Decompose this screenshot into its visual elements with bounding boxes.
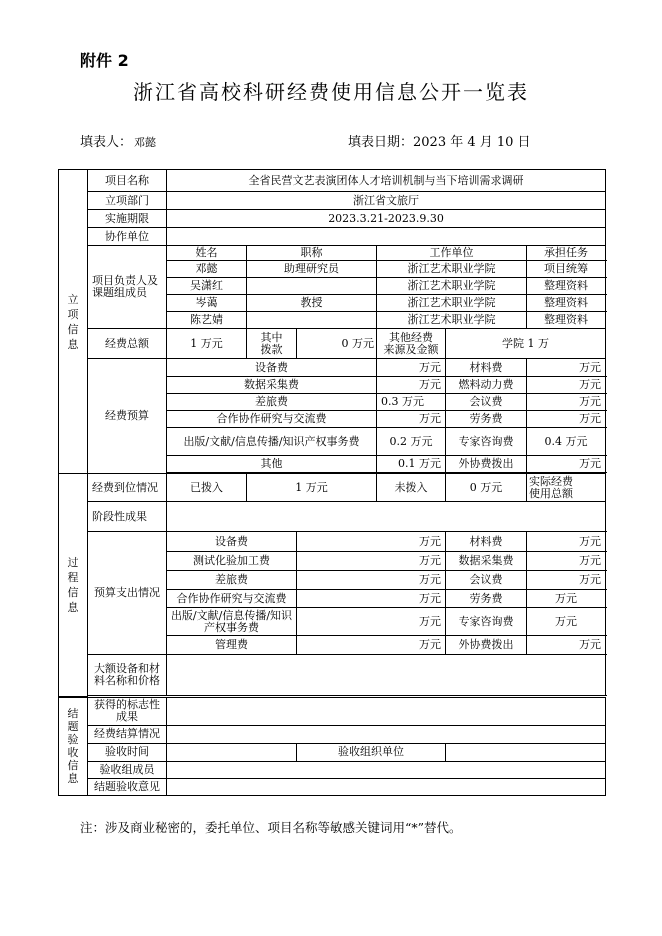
budget-meeting-value: 万元 xyxy=(527,394,606,411)
member-header-unit: 工作单位 xyxy=(377,246,527,261)
spend-travel-label: 差旅费 xyxy=(167,571,297,590)
budget-labor-label: 劳务费 xyxy=(446,411,527,428)
filler-label: 填表人： xyxy=(80,135,133,150)
budget-expert-label: 专家咨询费 xyxy=(446,428,527,456)
acceptance-opinion-value xyxy=(167,778,606,795)
dept-label: 立项部门 xyxy=(88,192,167,210)
spend-meeting-value: 万元 xyxy=(527,571,606,590)
spend-equipment-label: 设备费 xyxy=(167,532,297,552)
actual-usage-label: 实际经费 使用总额 xyxy=(527,474,606,502)
spend-labor-label: 劳务费 xyxy=(446,590,527,608)
settlement-label: 经费结算情况 xyxy=(88,725,167,743)
spend-labor-value: 万元 xyxy=(527,590,606,608)
spend-outside-value: 万元 xyxy=(527,636,606,655)
stage-result-value xyxy=(167,502,606,532)
spend-material-label: 材料费 xyxy=(446,532,527,552)
acceptance-opinion-label: 结题验收意见 xyxy=(88,778,167,795)
budget-meeting-label: 会议费 xyxy=(446,394,527,411)
period-label: 实施期限 xyxy=(88,210,167,228)
spend-publish-label: 出版/文献/信息传播/知识产权事务费 xyxy=(167,608,297,636)
allocated-label: 其中 拨款 xyxy=(247,329,297,359)
spend-label: 预算支出情况 xyxy=(88,532,167,655)
member-title: 助理研究员 xyxy=(247,261,377,278)
budget-publish-value: 0.2 万元 xyxy=(377,428,446,456)
budget-data-value: 万元 xyxy=(377,377,446,394)
fund-allocated-label: 已拨入 xyxy=(167,474,247,502)
acceptance-time-value xyxy=(167,743,297,761)
member-title: 教授 xyxy=(247,295,377,312)
section-process: 过 程 信 息 xyxy=(59,474,88,697)
member-title xyxy=(247,278,377,295)
filler-field xyxy=(80,131,156,150)
fund-allocated-value: 1 万元 xyxy=(247,474,377,502)
budget-outside-label: 外协费拨出 xyxy=(446,456,527,473)
fund-arrival-label: 经费到位情况 xyxy=(88,474,167,502)
member-task: 整理资料 xyxy=(527,295,606,312)
member-task: 整理资料 xyxy=(527,312,606,329)
budget-other-label: 其他 xyxy=(167,456,377,473)
acceptance-members-value xyxy=(167,761,606,778)
acceptance-time-label: 验收时间 xyxy=(88,743,167,761)
fund-pending-value: 0 万元 xyxy=(446,474,527,502)
member-unit: 浙江艺术职业学院 xyxy=(377,278,527,295)
budget-fuel-value: 万元 xyxy=(527,377,606,394)
members-label: 项目负责人及课题组成员 xyxy=(88,246,167,329)
budget-labor-value: 万元 xyxy=(527,411,606,428)
budget-travel-label: 差旅费 xyxy=(167,394,377,411)
footer-note: 注：涉及商业秘密的，委托单位、项目名称等敏感关键词用“*”替代。 xyxy=(80,820,462,835)
spend-testing-label: 测试化验加工费 xyxy=(167,552,297,571)
fund-pending-label: 未拨入 xyxy=(377,474,446,502)
spend-coop-label: 合作协作研究与交流费 xyxy=(167,590,297,608)
member-unit: 浙江艺术职业学院 xyxy=(377,295,527,312)
spend-meeting-label: 会议费 xyxy=(446,571,527,590)
project-name-value: 全省民营文艺表演团体人才培训机制与当下培训需求调研 xyxy=(167,170,606,192)
total-funds-label: 经费总额 xyxy=(88,329,167,359)
section-project: 立 项 信 息 xyxy=(59,170,88,474)
spend-expert-label: 专家咨询费 xyxy=(446,608,527,636)
info-table xyxy=(58,169,606,796)
budget-material-label: 材料费 xyxy=(446,359,527,377)
member-task: 项目统筹 xyxy=(527,261,606,278)
budget-label: 经费预算 xyxy=(88,359,167,474)
spend-data-value: 万元 xyxy=(527,552,606,571)
spend-mgmt-label: 管理费 xyxy=(167,636,297,655)
spend-travel-value: 万元 xyxy=(297,571,446,590)
member-name: 陈艺婧 xyxy=(167,312,247,329)
member-header-task: 承担任务 xyxy=(527,246,606,261)
total-funds-value: 1 万元 xyxy=(167,329,247,359)
member-name: 岑蔼 xyxy=(167,295,247,312)
budget-publish-label: 出版/文献/信息传播/知识产权事务费 xyxy=(167,428,377,456)
budget-data-label: 数据采集费 xyxy=(167,377,377,394)
spend-mgmt-value: 万元 xyxy=(297,636,446,655)
large-items-label: 大额设备和材料名称和价格 xyxy=(88,655,167,696)
coop-unit-value xyxy=(167,228,606,246)
member-name: 吴潇红 xyxy=(167,278,247,295)
large-items-value xyxy=(167,655,606,696)
member-name: 邓懿 xyxy=(167,261,247,278)
period-value: 2023.3.21-2023.9.30 xyxy=(167,210,606,228)
spend-material-value: 万元 xyxy=(527,532,606,552)
budget-material-value: 万元 xyxy=(527,359,606,377)
member-unit: 浙江艺术职业学院 xyxy=(377,261,527,278)
budget-coop-value: 万元 xyxy=(377,411,446,428)
spend-expert-value: 万元 xyxy=(527,608,606,636)
project-name-label: 项目名称 xyxy=(88,170,167,192)
acceptance-org-value xyxy=(446,743,606,761)
achievement-value xyxy=(167,697,606,725)
acceptance-org-label: 验收组织单位 xyxy=(297,743,446,761)
spend-outside-label: 外协费拨出 xyxy=(446,636,527,655)
stage-result-label: 阶段性成果 xyxy=(88,502,167,532)
budget-outside-value: 万元 xyxy=(527,456,606,473)
other-source-label: 其他经费 来源及金额 xyxy=(377,329,446,359)
achievement-label: 获得的标志性成果 xyxy=(88,697,167,725)
budget-expert-value: 0.4 万元 xyxy=(527,428,606,456)
attachment-label: 附件 2 xyxy=(80,51,129,70)
acceptance-members-label: 验收组成员 xyxy=(88,761,167,778)
page-title: 浙江省高校科研经费使用信息公开一览表 xyxy=(133,80,529,104)
budget-equipment-value: 万元 xyxy=(377,359,446,377)
fill-date: 填表日期：2023 年 4 月 10 日 xyxy=(348,135,531,150)
member-header-name: 姓名 xyxy=(167,246,247,261)
settlement-value xyxy=(167,725,606,743)
member-title xyxy=(247,312,377,329)
dept-value: 浙江省文旅厅 xyxy=(167,192,606,210)
budget-equipment-label: 设备费 xyxy=(167,359,377,377)
member-header-title: 职称 xyxy=(247,246,377,261)
member-task: 整理资料 xyxy=(527,278,606,295)
member-unit: 浙江艺术职业学院 xyxy=(377,312,527,329)
budget-other-value: 0.1 万元 xyxy=(377,456,446,473)
other-source-value: 学院 1 万 xyxy=(446,329,606,359)
spend-data-label: 数据采集费 xyxy=(446,552,527,571)
budget-coop-label: 合作协作研究与交流费 xyxy=(167,411,377,428)
coop-unit-label: 协作单位 xyxy=(88,228,167,246)
section-closing: 结 题 验 收 信 息 xyxy=(59,697,88,796)
spend-coop-value: 万元 xyxy=(297,590,446,608)
spend-testing-value: 万元 xyxy=(297,552,446,571)
allocated-value: 0 万元 xyxy=(297,329,377,359)
spend-publish-value: 万元 xyxy=(297,608,446,636)
budget-travel-value: 0.3 万元 xyxy=(377,394,446,411)
budget-fuel-label: 燃料动力费 xyxy=(446,377,527,394)
spend-equipment-value: 万元 xyxy=(297,532,446,552)
filler-name: 邓懿 xyxy=(134,136,157,149)
